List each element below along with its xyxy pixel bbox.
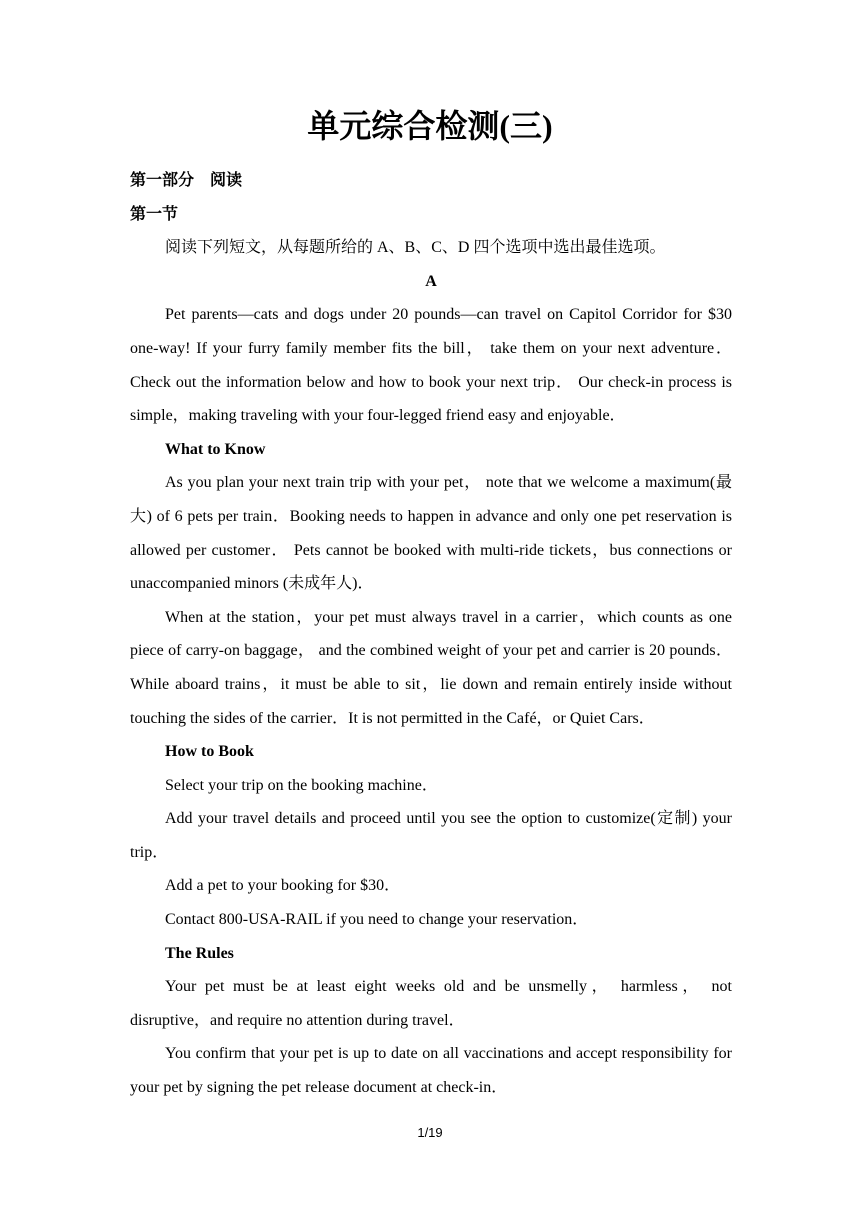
heading-the-rules: The Rules — [165, 944, 234, 962]
part-heading: 第一部分 阅读 — [130, 172, 243, 189]
instruction-text: 阅读下列短文，从每题所给的 A、B、C、D 四个选项中选出最佳选项。 — [165, 239, 666, 257]
rules-paragraph-2: You confirm that your pet is up to date on all vaccinations and accept responsibility for your pet by signing the pet release document at check-in． — [130, 1045, 732, 1097]
know-paragraph-2: When at the station，your pet must always travel in a carrier，which counts as one piece of carry-on baggage， and the combined weight of your pet and carrier is 20 pounds．While aboard trains，it must be able to sit，lie down and remain entirely inside without touching the sides of the carrier．It is not permitted in the Café，or Quiet Cars． — [130, 608, 732, 727]
book-step-4: Contact 800-USA-RAIL if you need to change your reservation． — [165, 911, 589, 929]
heading-how-to-book: How to Book — [165, 743, 254, 761]
heading-what-to-know: What to Know — [165, 440, 266, 458]
section-heading: 第一节 — [130, 205, 179, 223]
rules-paragraph-1: Your pet must be at least eight weeks old and be unsmelly， harmless， not disruptive，and require no attention during travel． — [130, 978, 732, 1029]
know-paragraph-1: As you plan your next train trip with your pet， note that we welcome a maximum(最大) of 6 pets per train．Booking needs to happen in advance and only one pet reservation is allowed per customer． Pets cannot be booked with multi-ride tickets，bus connections or unaccompanied minors (未成年人)． — [130, 474, 732, 593]
document-title: 单元综合检测(三) — [307, 108, 553, 144]
passage-label: A — [425, 272, 437, 290]
document-body — [130, 164, 732, 1105]
book-step-3: Add a pet to your booking for $30． — [165, 877, 401, 895]
intro-paragraph: Pet parents—cats and dogs under 20 pounds—can travel on Capitol Corridor for $30 one-way! If your furry family member fits the bill， take them on your next adventure． Check out the information below and how to book your next trip． Our check-in process is simple，making traveling with your four-legged friend easy and enjoyable． — [130, 306, 732, 425]
book-step-1: Select your trip on the booking machine． — [165, 776, 438, 794]
book-step-2: Add your travel details and proceed until you see the option to customize(定制) your trip． — [130, 810, 732, 861]
page-number: 1/19 — [417, 1125, 443, 1140]
